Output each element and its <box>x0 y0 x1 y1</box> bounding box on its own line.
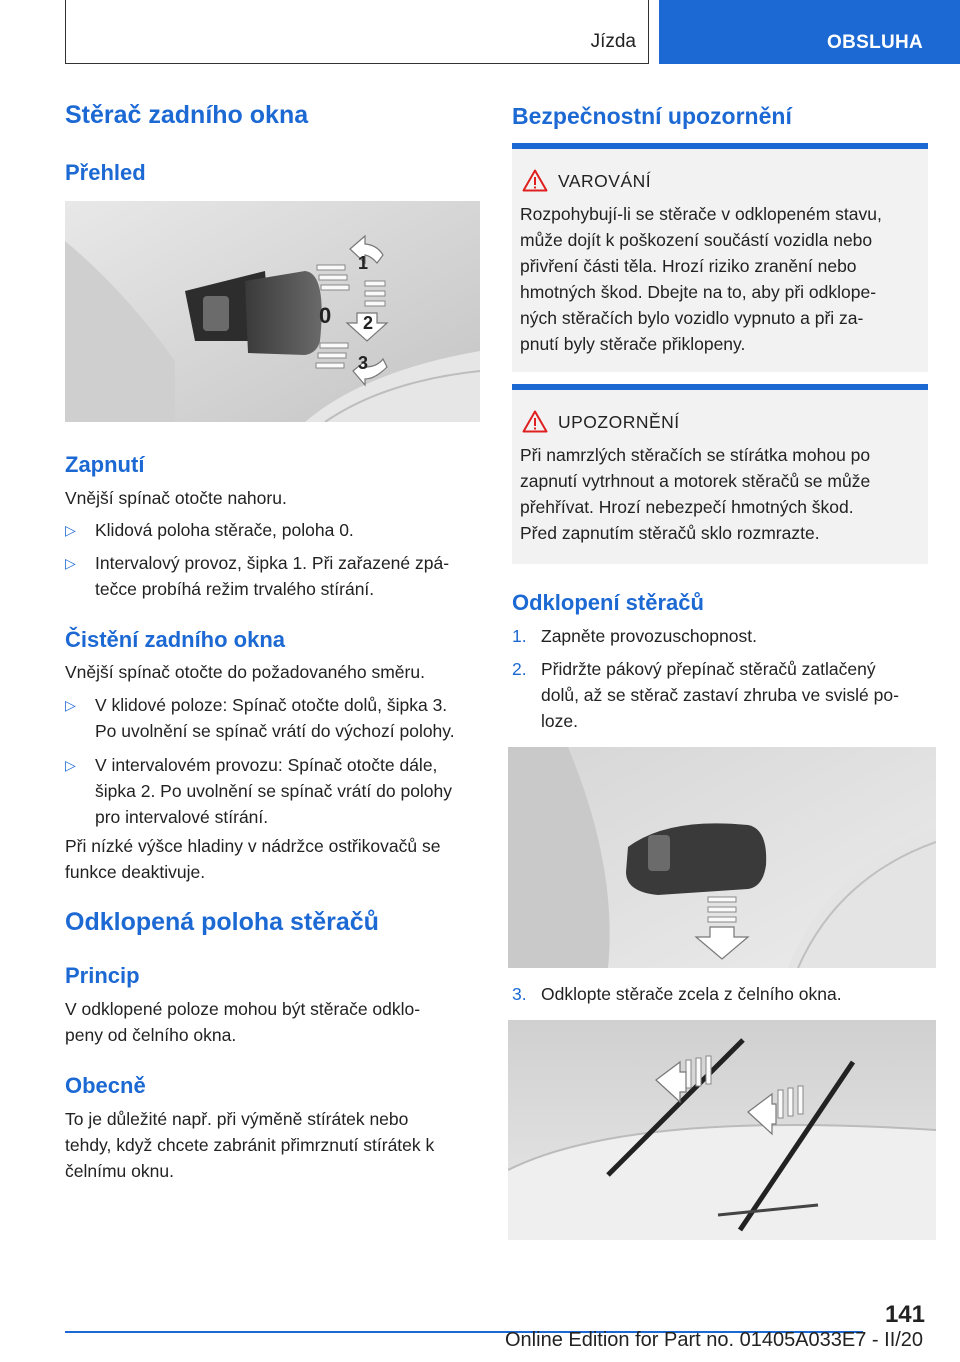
list-item: 1. Zapněte provozuschopnost. <box>512 623 928 649</box>
section-title-safety: Bezpečnostní upozornění <box>512 103 792 129</box>
bullet-marker: ▷ <box>65 757 76 773</box>
switch-on-text: Vnější spínač otočte nahoru. <box>65 488 287 508</box>
bullet-marker: ▷ <box>65 697 76 713</box>
warning-triangle-icon <box>522 410 548 433</box>
warning-triangle-icon <box>522 169 548 192</box>
figure-rear-wiper-switch <box>65 201 480 422</box>
step-number: 2. <box>512 659 527 679</box>
bullet-marker: ▷ <box>65 555 76 571</box>
page-number: 141 <box>884 1301 925 1328</box>
figure-label-position-0: 0 <box>319 303 332 328</box>
list-item: ▷ V klidové poloze: Spínač otočte dolů, šipka 3. Po uvolnění se spínač vrátí do výchozí polohy. <box>65 692 480 744</box>
subheading-unfold-wipers: Odklopení stěračů <box>512 590 704 615</box>
figure-label-arrow-3: 3 <box>358 353 369 373</box>
list-item: 3. Odklopte stěrače zcela z čelního okna. <box>512 981 928 1007</box>
step-number: 1. <box>512 626 527 646</box>
subheading-overview: Přehled <box>65 160 146 185</box>
subheading-general: Obecně <box>65 1073 146 1098</box>
header-section-title: Jízda <box>590 31 636 52</box>
notice-box <box>512 384 928 564</box>
header-chapter-tab <box>659 0 960 64</box>
list-item: ▷ Klidová poloha stěrače, poloha 0. <box>65 517 480 543</box>
warning-box <box>512 143 928 372</box>
header-chapter-label: OBSLUHA <box>827 32 924 53</box>
principle-text: V odklopené poloze mohou být stěrače odklo- peny od čelního okna. <box>65 999 421 1045</box>
section-title-rear-wiper: Stěrač zadního okna <box>65 101 309 129</box>
subheading-switch-on: Zapnutí <box>65 452 145 477</box>
warning-title: VAROVÁNÍ <box>558 171 652 191</box>
step-number: 3. <box>512 984 527 1004</box>
list-item: ▷ Intervalový provoz, šipka 1. Při zařazené zpá- tečce probíhá režim trvalého stírání. <box>65 550 480 602</box>
general-text: To je důležité např. při výměně stírátek nebo tehdy, když chcete zabránit přimrznutí stírátek k čelnímu oknu. <box>65 1109 435 1181</box>
list-item: 2. Přidržte pákový přepínač stěračů zatlačený dolů, až se stěrač zastaví zhruba ve svislé po- loze. <box>512 656 928 734</box>
fluid-level-note: Při nízké výšce hladiny v nádržce ostřikovačů se funkce deaktivuje. <box>65 836 441 882</box>
bullet-marker: ▷ <box>65 522 76 538</box>
figure-label-arrow-2: 2 <box>363 313 374 333</box>
figure-wiper-lever-down <box>508 747 936 968</box>
subheading-clean-rear-window: Čistění zadního okna <box>65 627 286 652</box>
header-section-box <box>65 0 649 64</box>
clean-text: Vnější spínač otočte do požadovaného směru. <box>65 662 425 682</box>
notice-title: UPOZORNĚNÍ <box>558 412 680 432</box>
footer-edition: Online Edition for Part no. 01405A033E7 - II/20 <box>505 1329 924 1351</box>
section-title-folded-position: Odklopená poloha stěračů <box>65 908 379 936</box>
notice-text: Při namrzlých stěračích se stírátka mohou po zapnutí vytrhnout a motorek stěračů se může přehřívat. Hrozí nebezpečí hmotných škod. Před zapnutím stěračů sklo rozmrazte. <box>520 445 871 543</box>
figure-wipers-folded-up <box>508 1020 936 1240</box>
list-item: ▷ V intervalovém provozu: Spínač otočte dále, šipka 2. Po uvolnění se spínač vrátí do polohy pro intervalové stírání. <box>65 752 480 830</box>
figure-label-arrow-1: 1 <box>358 253 369 273</box>
subheading-principle: Princip <box>65 963 140 988</box>
warning-text: Rozpohybují-li se stěrače v odklopeném stavu, může dojít k poškození součástí vozidla nebo přivření části těla. Hrozí riziko zranění nebo hmotných škod. Dbejte na to, aby při odklope- ných stěračích bylo vozidlo vypnuto a při za- pnutí byly stěrače přiklopeny. <box>520 204 882 354</box>
